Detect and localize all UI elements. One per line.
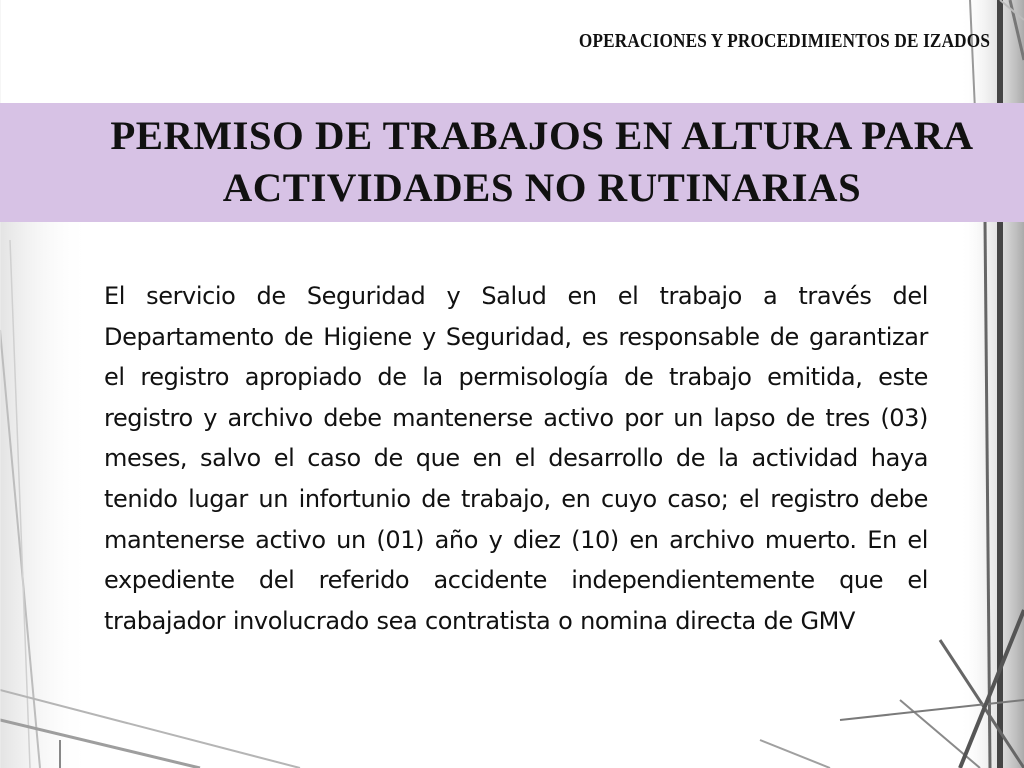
slide-title-line-2: ACTIVIDADES NO RUTINARIAS xyxy=(222,165,862,210)
body-paragraph: El servicio de Seguridad y Salud en el trabajo a través del Departamento de Higiene y Seguridad, es responsable de garantizar el registro apropiado de la permisología de trabajo emitida, este registro y archivo debe mantenerse activo por un lapso de tres (03) meses, salvo el caso de que en el desarrollo de la actividad haya tenido lugar un infortunio de trabajo, en cuyo caso; el registro debe mantenerse activo un (01) año y diez (10) en archivo muerto. En el expediente del referido accidente independientemente que el trabajador involucrado sea contratista o nomina directa de GMV xyxy=(104,282,928,635)
course-header: OPERACIONES Y PROCEDIMIENTOS DE IZADOS xyxy=(578,30,990,52)
slide-title xyxy=(20,110,1024,214)
slide-title-line-1: PERMISO DE TRABAJOS EN ALTURA PARA xyxy=(110,113,974,158)
